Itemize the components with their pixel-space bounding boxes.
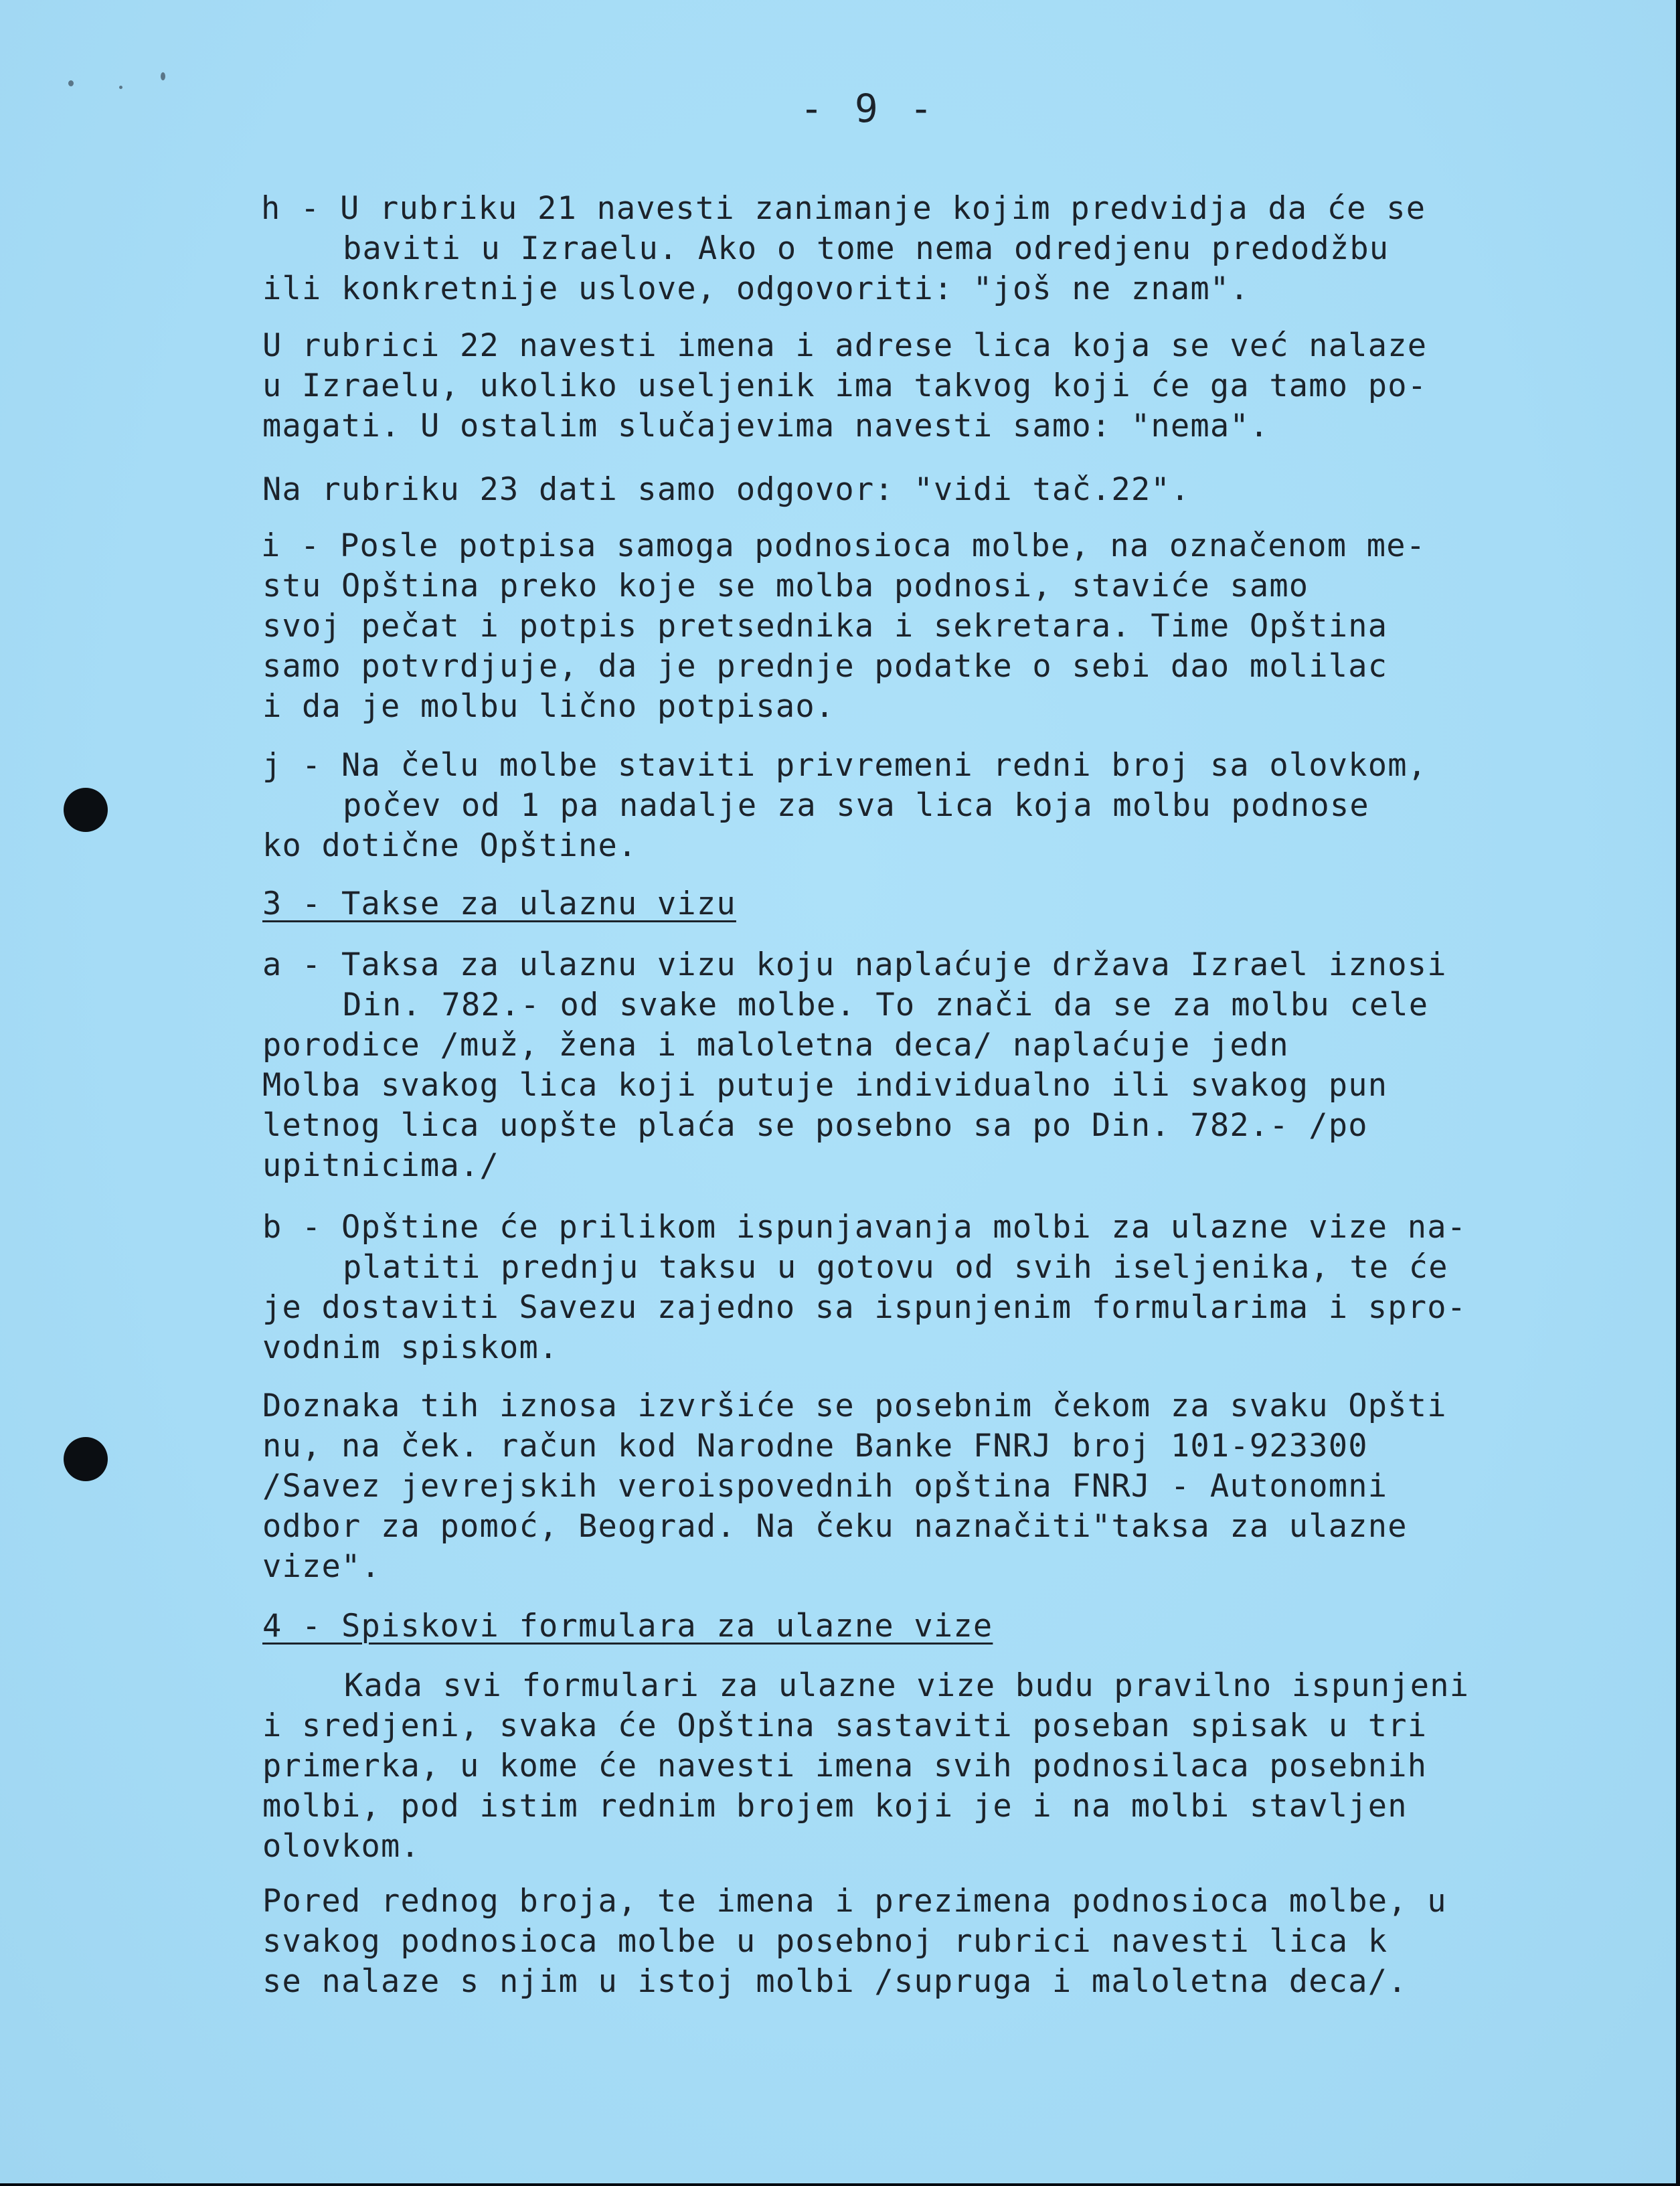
punch-hole-bottom	[64, 1437, 108, 1481]
text-line: magati. U ostalim slučajevima navesti samo: "nema".	[262, 408, 1270, 444]
ink-speck	[161, 72, 165, 80]
text-line: Doznaka tih iznosa izvršiće se posebnim čekom za svaku Opšti	[262, 1388, 1447, 1424]
text-line: i - Posle potpisa samoga podnosioca molbe, na označenom me-	[261, 527, 1426, 564]
text-line: olovkom.	[262, 1828, 420, 1865]
text-line: svoj pečat i potpis pretsednika i sekretara. Time Opština	[262, 608, 1388, 645]
section-heading: 3 - Takse za ulaznu vizu	[262, 886, 736, 922]
text-line: vodnim spiskom.	[262, 1329, 559, 1366]
text-line: nu, na ček. račun kod Narodne Banke FNRJ broj 101-923300	[262, 1428, 1368, 1464]
text-line: j - Na čelu molbe staviti privremeni redni broj sa olovkom,	[262, 747, 1428, 784]
text-line: stu Opština preko koje se molba podnosi, staviće samo	[262, 568, 1309, 604]
text-line: Din. 782.- od svake molbe. To znači da se za molbu cele	[343, 987, 1429, 1023]
text-line: i sredjeni, svaka će Opština sastaviti poseban spisak u tri	[262, 1707, 1428, 1744]
text-line: počev od 1 pa nadalje za sva lica koja molbu podnose	[343, 787, 1369, 824]
punch-hole-top	[64, 788, 108, 832]
text-line: odbor za pomoć, Beograd. Na čeku naznačiti"taksa za ulazne	[262, 1508, 1408, 1545]
text-line: porodice /muž, žena i maloletna deca/ naplaćuje jedn	[262, 1027, 1289, 1064]
text-line: svakog podnosioca molbe u posebnoj rubrici navesti lica k	[262, 1923, 1388, 1960]
ink-speck	[119, 86, 122, 89]
text-line: letnog lica uopšte plaća se posebno sa po Din. 782.- /po	[262, 1107, 1368, 1144]
text-line: a - Taksa za ulaznu vizu koju naplaćuje država Izrael iznosi	[262, 946, 1447, 983]
text-line: h - U rubriku 21 navesti zanimanje kojim predvidja da će se	[261, 190, 1426, 227]
text-line: molbi, pod istim rednim brojem koji je i na molbi stavljen	[262, 1788, 1408, 1825]
text-line: Pored rednog broja, te imena i prezimena podnosioca molbe, u	[262, 1883, 1447, 1920]
text-line: Kada svi formulari za ulazne vize budu pravilno ispunjeni	[344, 1667, 1470, 1704]
text-line: upitnicima./	[262, 1147, 499, 1184]
text-line: U rubrici 22 navesti imena i adrese lica koja se već nalaze	[262, 327, 1428, 364]
text-line: i da je molbu lično potpisao.	[262, 688, 835, 725]
text-line: /Savez jevrejskih veroispovednih opština FNRJ - Autonomni	[262, 1468, 1388, 1505]
text-line: vize".	[262, 1548, 381, 1585]
text-line: je dostaviti Savezu zajedno sa ispunjenim formularima i spro-	[262, 1289, 1467, 1326]
text-line: baviti u Izraelu. Ako o tome nema odredjenu predodžbu	[343, 230, 1390, 267]
text-line: b - Opštine će prilikom ispunjavanja molbi za ulazne vize na-	[262, 1209, 1467, 1246]
text-line: samo potvrdjuje, da je prednje podatke o sebi dao molilac	[262, 648, 1388, 685]
text-line: ili konkretnije uslove, odgovoriti: "još ne znam".	[262, 270, 1250, 307]
page-number: - 9 -	[800, 86, 937, 131]
text-line: Na rubriku 23 dati samo odgovor: "vidi tač.22".	[262, 471, 1191, 508]
text-line: platiti prednju taksu u gotovu od svih iseljenika, te će	[343, 1249, 1448, 1286]
text-line: se nalaze s njim u istoj molbi /supruga i maloletna deca/.	[262, 1963, 1408, 2000]
text-line: ko dotične Opštine.	[262, 827, 638, 864]
section-heading: 4 - Spiskovi formulara za ulazne vize	[262, 1608, 993, 1645]
text-line: primerka, u kome će navesti imena svih podnosilaca posebnih	[262, 1748, 1428, 1784]
text-line: u Izraelu, ukoliko useljenik ima takvog koji će ga tamo po-	[262, 367, 1428, 404]
ink-speck	[68, 80, 74, 86]
text-line: Molba svakog lica koji putuje individualno ili svakog pun	[262, 1067, 1388, 1104]
